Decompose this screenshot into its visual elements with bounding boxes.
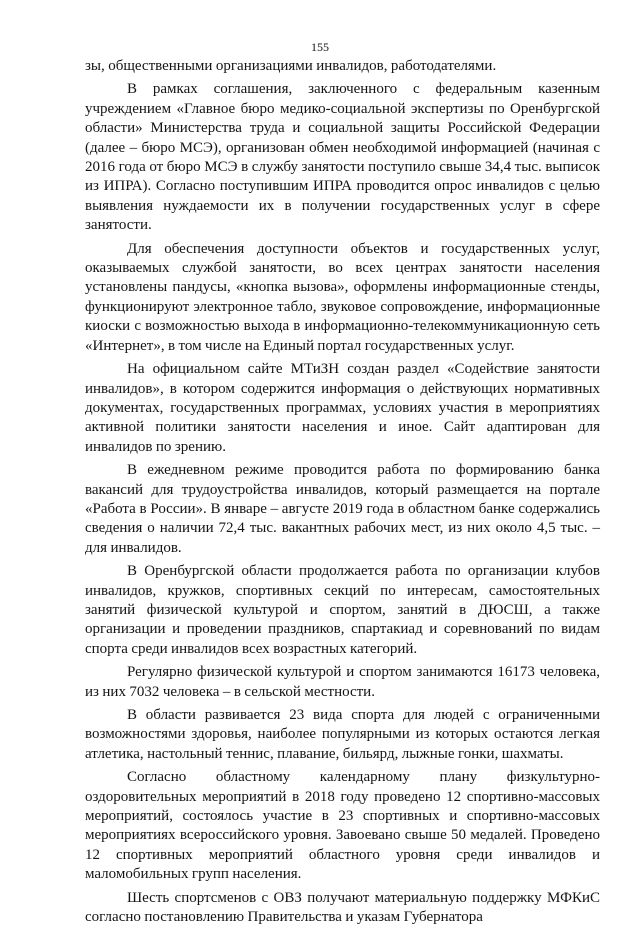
paragraph-vacancy-bank: В ежедневном режиме проводится работа по формированию банка вакансий для трудоустройства инвалидов, который размещается на портале «Работа в России». В январе – августе 2019 года в областном банке содержались сведения о наличии 72,4 тыс. вакантных рабочих мест, из них около 4,5 тыс. – для инвалидов.: [85, 462, 600, 556]
paragraph-sport-events: Согласно областному календарному плану физкультурно-оздоровительных мероприятий в 2018 году проведено 12 спортивно-массовых мероприятий, состоялось участие в 23 спортивных и спортивно-массовых мероприятиях всероссийского уровня. Завоевано свыше 50 медалей. Проведено 12 спортивных мероприятий областного уровня среди инвалидов и маломобильных групп населения.: [85, 769, 600, 883]
paragraph-clubs: В Оренбургской области продолжается работа по организации клубов инвалидов, кружков, спортивных секций по интересам, самостоятельных занятий физической культурой и спортом, занятий в ДЮСШ, а также организации и проведении праздников, спартакиад и соревнований по видам спорта среди инвалидов всех возрастных категорий.: [85, 563, 600, 657]
page-number: 155: [311, 40, 329, 54]
paragraph-official-site: На официальном сайте МТиЗН создан раздел «Содействие занятости инвалидов», в котором содержится информация о действующих нормативных документах, государственных программах, условиях участия в мероприятиях активной политики занятости населения и иное. Сайт адаптирован для инвалидов по зрению.: [85, 361, 600, 455]
paragraph-bureau-mse-agreement: В рамках соглашения, заключенного с федеральным казенным учреждением «Главное бюро медико-социальной экспертизы по Оренбургской области» Министерства труда и социальной защиты Российской Федерации (далее – бюро МСЭ), организован обмен необходимой информацией (начиная с 2016 года от бюро МСЭ в службу занятости поступило свыше 34,4 тыс. выписок из ИПРА). Согласно поступившим ИПРА проводится опрос инвалидов с целью выявления нуждаемости их в получении государственных услуг в сфере занятости.: [85, 81, 600, 234]
paragraph-accessibility: Для обеспечения доступности объектов и государственных услуг, оказываемых службой занятости, во всех центрах занятости населения установлены пандусы, «кнопка вызова», оформлены информационные стенды, функционируют электронное табло, звуковое сопровождение, информационные киоски с возможностью выхода в информационно-телекоммуникационную сеть «Интернет», в том числе на Единый портал государственных услуг.: [85, 240, 600, 354]
paragraph-continuation: зы, общественными организациями инвалидов, работодателями.: [85, 58, 497, 74]
paragraph-sport-types: В области развивается 23 вида спорта для людей с ограниченными возможностями здоровья, наиболее популярными из которых остаются легкая атлетика, настольный теннис, плавание, бильярд, лыжные гонки, шахматы.: [85, 707, 600, 762]
paragraph-sport-participants: Регулярно физической культурой и спортом занимаются 16173 человека, из них 7032 человека – в сельской местности.: [85, 664, 600, 700]
paragraph-athletes-support: Шесть спортсменов с ОВЗ получают материальную поддержку МФКиС согласно постановлению Правительства и указам Губернатора: [85, 889, 600, 926]
body-text: [85, 57, 600, 931]
